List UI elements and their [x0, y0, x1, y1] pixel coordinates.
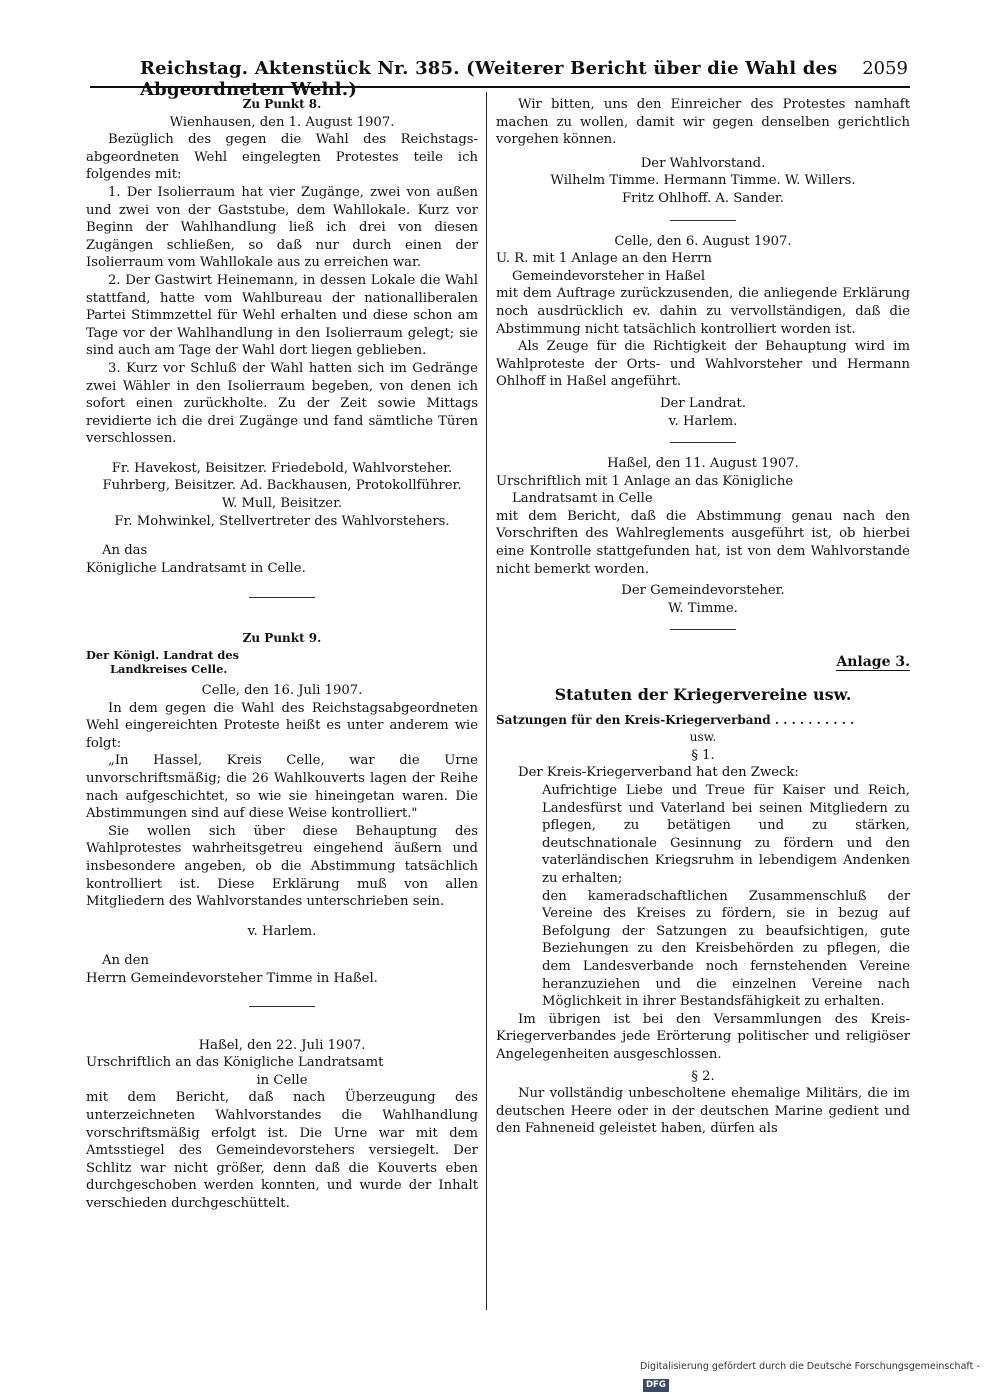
punkt8-date: Wienhausen, den 1. August 1907. [169, 114, 395, 130]
gemeindevorsteher-label: Der Gemeindevorsteher. [621, 583, 785, 599]
separator-rule [670, 442, 736, 443]
annex-label [496, 654, 910, 672]
separator-rule [670, 220, 736, 221]
separator-rule [249, 597, 315, 598]
landrat-signature: v. Harlem. [668, 413, 738, 429]
right-column [496, 96, 910, 1311]
left-column [86, 96, 478, 1311]
ur2-para-1: mit dem Bericht, daß die Abstimmung genau nach den Vorschriften des Wahlreglements ausgeführt ist, ob hierbei eine Kontrolle stattgefunden hat, ist von dem Wahlvorstande nicht bemerkt worden. [496, 508, 910, 577]
punkt9-sender-b: Landkreises Celle. [110, 662, 228, 677]
annex-label-text: Anlage 3. [836, 654, 910, 671]
paragraph-1-intro: Der Kreis-Kriegerverband hat den Zweck: [518, 765, 799, 781]
paragraph-1-item-a: Aufrichtige Liebe und Treue für Kaiser und Reich, Landesfürst und Vaterland bei seinen Mitgliedern zu pflegen, zu betätigen und zu stärken, deutschnationale Gesinnung zu fördern und den vaterländischen Kriegsruhm in lebendigem Andenken zu erhalten; [542, 783, 910, 886]
punkt9-quote: „In Hassel, Kreis Celle, war die Urne unvorschriftsmäßig; die 26 Wahlkouverts lagen der Reihe nach aufgeschichtet, so wie sie hineingetan waren. Die Abstimmungen sind auf diese Weise kontrolliert." [86, 753, 478, 822]
celle-date: Celle, den 6. August 1907. [614, 233, 792, 249]
page-header [90, 56, 910, 100]
ur2-line-a: Urschriftlich mit 1 Anlage an das Königliche [496, 473, 794, 489]
ur-para-2: Als Zeuge für die Richtigkeit der Behauptung wird im Wahlproteste der Orts- und Wahlvorsteher und Hermann Ohlhoff in Haßel angeführt. [496, 339, 910, 390]
punkt8-intro: Bezüglich des gegen die Wahl des Reichstags-abgeordneten Wehl eingelegten Protestes teile ich folgendes mit: [86, 132, 478, 183]
punkt9-heading: Zu Punkt 9. [242, 631, 322, 646]
punkt9-para-1: In dem gegen die Wahl des Reichstagsabgeordneten Wehl eingereichten Proteste heißt es unter anderem wie folgt: [86, 700, 478, 751]
wahlvorstand-label: Der Wahlvorstand. [640, 155, 766, 171]
punkt8-item-3: 3. Kurz vor Schluß der Wahl hatten sich im Gedränge zwei Wähler in den Isolierraum begeben, von denen ich sofort einen zurückholte. Zu der Zeit sowie Mittags revidierte ich die drei Zugänge und fand sämtliche Türen verschlossen. [86, 360, 478, 447]
hassel-para-1: mit dem Bericht, daß nach Überzeugung des unterzeichneten Wahlvorstandes die Wahlhandlung vorschriftsmäßig erfolgt ist. Die Urne war mit dem Amtsstiegel des Gemeindevorstehers versiegelt. Der Schlitz war nicht größer, denn daß die Kouverts eben durchgeschoben werden konnten, und wurde der Inhalt verschieden durchgeschüttelt. [86, 1090, 478, 1211]
signature-line-2: Fuhrberg, Beisitzer. Ad. Backhausen, Protokollführer. [102, 478, 462, 494]
separator-rule [670, 629, 736, 630]
paragraph-2-heading: § 2. [691, 1068, 715, 1084]
address-2-line-a: An den [102, 953, 149, 969]
satzungen-heading: Satzungen für den Kreis-Kriegerverband . . . . . . . . . . [496, 712, 855, 727]
ur2-line-b: Landratsamt in Celle [512, 491, 653, 507]
hassel-urschrift-a: Urschriftlich an das Königliche Landratsamt [86, 1055, 384, 1071]
request-para: Wir bitten, uns den Einreicher des Protestes namhaft machen zu wollen, damit wir gegen denselben gerichtlich vorgehen können. [496, 97, 910, 148]
landrat-label: Der Landrat. [659, 395, 747, 411]
gemeindevorsteher-signature: W. Timme. [668, 600, 738, 616]
column-divider [486, 92, 487, 1310]
punkt8-item-1: 1. Der Isolierraum hat vier Zugänge, zwei von außen und zwei von der Gaststube, dem Wahllokale. Kurz vor Beginn der Wahlhandlung ließ ich drei von diesen Zugängen schließen, so daß nur durch einen der Isolierraum vom Wahllokale aus zu erreichen war. [86, 184, 478, 271]
address-2-line-b: Herrn Gemeindevorsteher Timme in Haßel. [86, 970, 378, 986]
statuten-title: Statuten der Kriegervereine usw. [554, 685, 852, 705]
footer-text: Digitalisierung gefördert durch die Deutsche Forschungsgemeinschaft - [640, 1361, 980, 1372]
address-1-line-a: An das [102, 543, 148, 559]
ur-line-a: U. R. mit 1 Anlage an den Herrn [496, 251, 712, 267]
punkt9-date: Celle, den 16. Juli 1907. [201, 683, 363, 699]
ur-para-1: mit dem Auftrage zurückzusenden, die anliegende Erklärung noch ausdrücklich ev. dahin zu vervollständigen, daß die Abstimmung nicht tatsächlich kontrolliert worden ist. [496, 286, 910, 337]
hassel-urschrift-b: in Celle [256, 1072, 308, 1088]
paragraph-1-heading: § 1. [691, 747, 715, 763]
punkt8-item-2: 2. Der Gastwirt Heinemann, in dessen Lokale die Wahl stattfand, hatte vom Wahlbureau der nationalliberalen Partei Stimmzettel für Wehl erhalten und diese schon am Tage vor der Wahlhandlung in den Isolierraum gelegt; sie sind auch am Tage der Wahl dort liegen geblieben. [86, 272, 478, 359]
hassel2-date: Haßel, den 11. August 1907. [607, 456, 799, 472]
names-line-1: Wilhelm Timme. Hermann Timme. W. Willers. [550, 173, 856, 189]
signature-line-3: W. Mull, Beisitzer. [221, 496, 343, 512]
running-title: Reichstag. Aktenstück Nr. 385. (Weiterer Bericht über die Wahl des Abgeordneten Wehl.) [140, 58, 838, 100]
ur-line-b: Gemeindevorsteher in Haßel [512, 268, 706, 284]
paragraph-1-closing: Im übrigen ist bei den Versammlungen des Kreis-Kriegerverbandes jede Erörterung politischer und religiöser Angelegenheiten ausgeschlossen. [496, 1011, 910, 1062]
paragraph-2-text: Nur vollständig unbescholtene ehemalige Militärs, die im deutschen Heere oder in der deutschen Marine gedient und den Fahneneid geleistet haben, dürfen als [496, 1086, 910, 1137]
satzungen-usw: usw. [689, 730, 717, 745]
names-line-2: Fritz Ohlhoff. A. Sander. [622, 190, 784, 206]
punkt9-signature: v. Harlem. [247, 923, 317, 939]
hassel-date: Haßel, den 22. Juli 1907. [198, 1037, 366, 1053]
punkt8-heading: Zu Punkt 8. [242, 97, 322, 111]
address-1-line-b: Königliche Landratsamt in Celle. [86, 560, 306, 576]
paragraph-1-item-b: den kameradschaftlichen Zusammenschluß der Vereine des Kreises zu fördern, sie in bezug auf Befolgung der Satzungen zu beaufsichtigen, gute Beziehungen zu den Kreisbehörden zu pflegen, die dem Landesverbande noch fernstehenden Vereine heranzuziehen und die einzelnen Vereine nach Möglichkeit in ihrer Bestandsfähigkeit zu erhalten. [542, 888, 910, 1010]
dfg-logo: DFG [643, 1379, 669, 1392]
signature-line-4: Fr. Mohwinkel, Stellvertreter des Wahlvorstehers. [114, 513, 450, 529]
page-number: 2059 [862, 58, 908, 79]
separator-rule [249, 1006, 315, 1007]
punkt9-para-2: Sie wollen sich über diese Behauptung des Wahlprotestes wahrheitsgetreu eingehend äußern und insbesondere angeben, ob die Abstimmung tatsächlich kontrolliert ist. Diese Erklärung muß von allen Mitgliedern des Wahlvorstandes unterschrieben sein. [86, 823, 478, 910]
digitization-footer [640, 1358, 985, 1390]
punkt9-sender-a: Der Königl. Landrat des [86, 648, 240, 663]
signature-line-1: Fr. Havekost, Beisitzer. Friedebold, Wahlvorsteher. [111, 460, 453, 476]
